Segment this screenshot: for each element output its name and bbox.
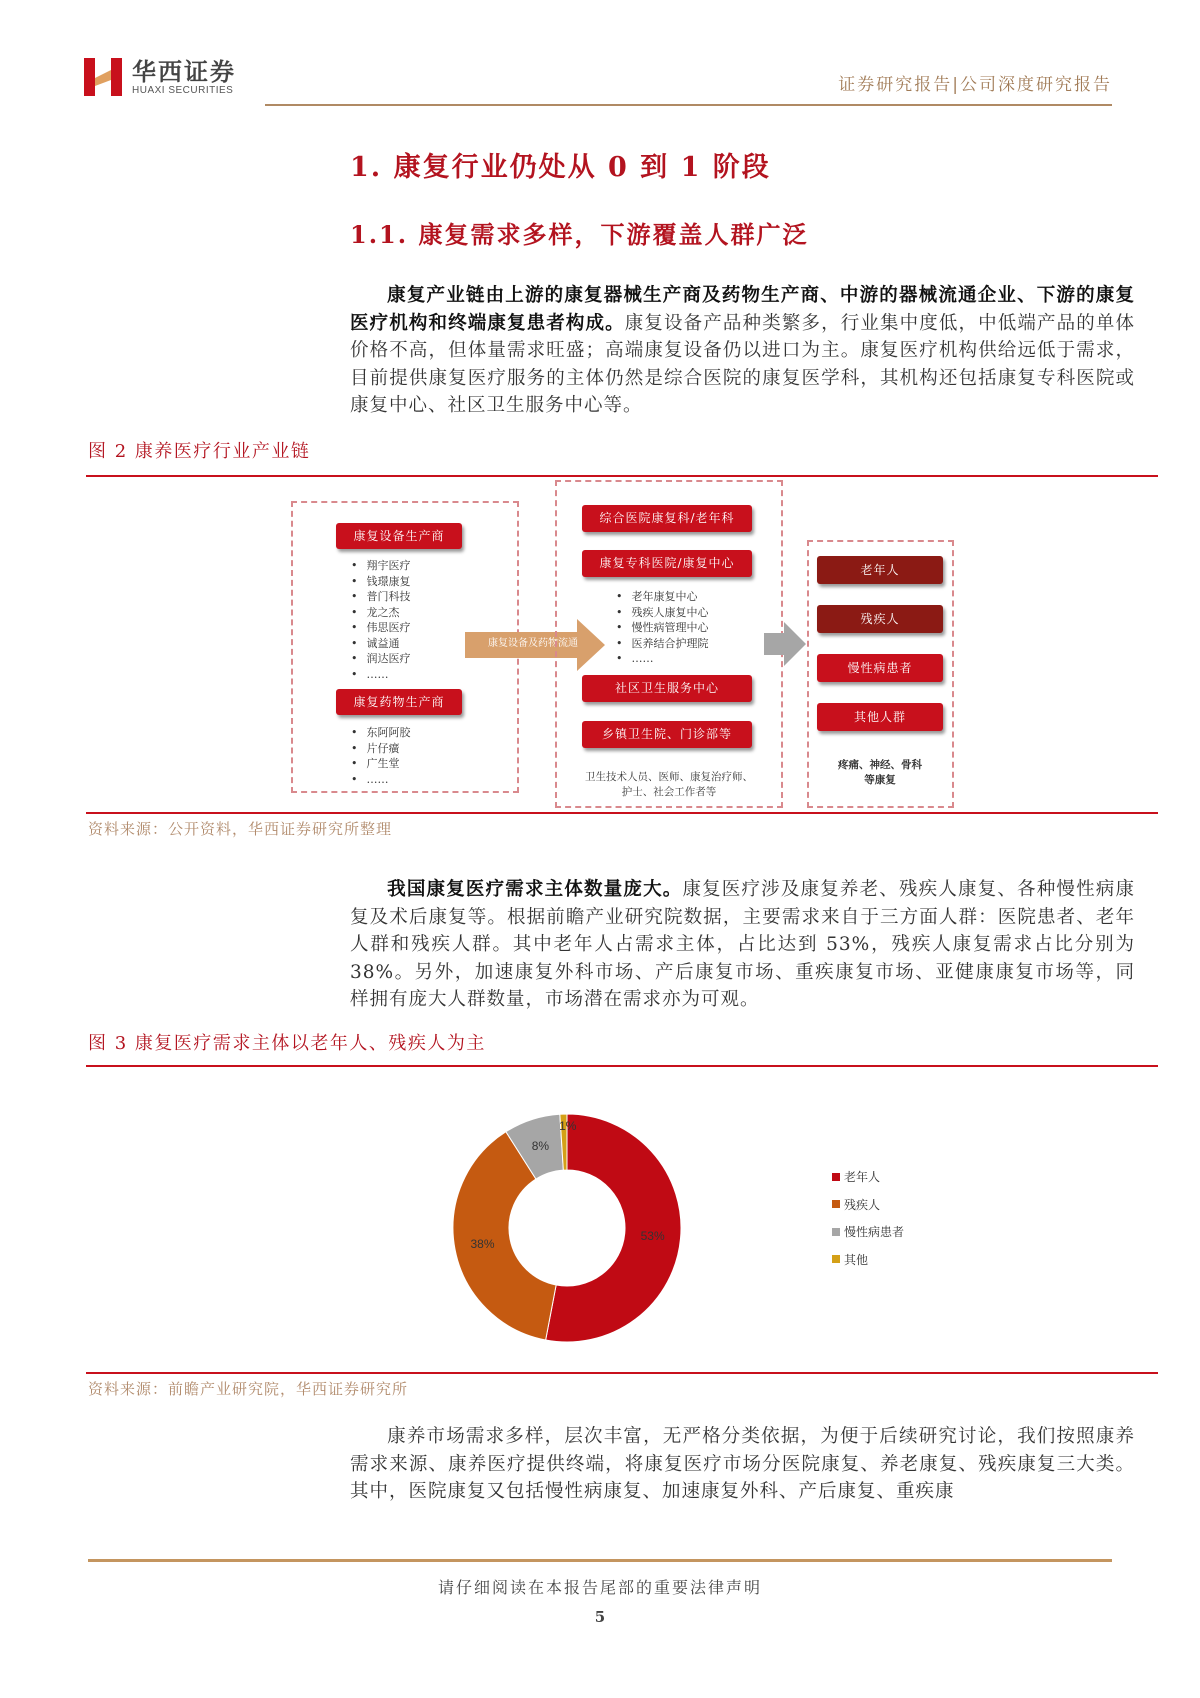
page-number: 5 [594, 1608, 606, 1626]
figure-3-bottom-rule [86, 1372, 1158, 1374]
list-item: • 东阿阿胶 [351, 725, 411, 741]
paragraph-lead: 我国康复医疗需求主体数量庞大。 [387, 879, 683, 900]
list-item: • 龙之杰 [351, 605, 411, 621]
legend-label: 其他 [844, 1252, 869, 1267]
list-item: • 广生堂 [351, 756, 411, 772]
list-item: • 伟思医疗 [351, 620, 411, 636]
list-item: • 残疾人康复中心 [616, 605, 709, 621]
label-chronic: 8% [531, 1139, 550, 1154]
demand-donut-chart [0, 1098, 1200, 1358]
list-item: • …… [616, 651, 709, 667]
list-item: • 润达医疗 [351, 651, 411, 667]
list-item: • 普门科技 [351, 589, 411, 605]
legend-swatch [832, 1255, 840, 1263]
drug-manufacturer-list [351, 725, 411, 787]
paragraph-industry-chain [350, 282, 1135, 420]
list-item: • 老年康复中心 [616, 589, 709, 605]
legend-swatch [832, 1200, 840, 1208]
list-item: • 慢性病管理中心 [616, 620, 709, 636]
township-clinic-label: 乡镇卫生院、门诊部等 [582, 721, 752, 748]
report-type: 证券研究报告|公司深度研究报告 [838, 75, 1112, 95]
device-manufacturers-label: 康复设备生产商 [336, 523, 462, 549]
huaxi-logo-icon [84, 56, 124, 98]
label-disabled: 38% [470, 1237, 495, 1252]
chronic-patients-label: 慢性病患者 [817, 654, 943, 682]
list-item: • 诚益通 [351, 636, 411, 652]
subsection-heading: 1.1. 康复需求多样，下游覆盖人群广泛 [350, 220, 809, 249]
downstream-note-line: 等康复 [864, 774, 896, 786]
figure-3-top-rule [86, 1065, 1158, 1067]
chart-legend [832, 1163, 904, 1273]
drug-manufacturers-label: 康复药物生产商 [336, 689, 462, 715]
disabled-group-label: 残疾人 [817, 605, 943, 633]
legend-item-other [832, 1246, 904, 1274]
staff-note-line: 护士、社会工作者等 [621, 786, 717, 798]
figure-2-title: 图 2 康养医疗行业产业链 [88, 441, 311, 462]
staff-note-line: 卫生技术人员、医师、康复治疗师、 [585, 771, 753, 783]
elderly-group-label: 老年人 [817, 556, 943, 584]
paragraph-body: 康养市场需求多样，层次丰富，无严格分类依据，为便于后续研究讨论，我们按照康养需求来源、康养医疗提供终端，将康复医疗市场分医院康复、养老康复、残疾康复三大类。其中，医院康复又包括慢性病康复、加速康复外科、产后康复、重疾康 [350, 1426, 1135, 1502]
figure-2-source: 资料来源：公开资料，华西证券研究所整理 [88, 820, 393, 838]
header-divider [265, 104, 1112, 106]
figure-3-title: 图 3 康复医疗需求主体以老年人、残疾人为主 [88, 1033, 486, 1054]
specialty-hospital-label: 康复专科医院/康复中心 [582, 550, 752, 577]
staff-note [560, 770, 778, 800]
legal-notice: 请仔细阅读在本报告尾部的重要法律声明 [437, 1578, 762, 1597]
paragraph-body: 康复设备产品种类繁多，行业集中度低，中低端产品的单体价格不高，但体量需求旺盛；高端康复设备仍以进口为主。康复医疗机构供给远低于需求，目前提供康复医疗服务的主体仍然是综合医院的康复医学科，其机构还包括康复专科医院或康复中心、社区卫生服务中心等。 [350, 312, 1135, 416]
device-manufacturer-list [351, 558, 411, 682]
figure-2-bottom-rule [86, 812, 1158, 814]
legend-item-elderly [832, 1163, 904, 1191]
label-elderly: 53% [640, 1229, 665, 1244]
legend-item-disabled [832, 1191, 904, 1219]
general-hospital-label: 综合医院康复科/老年科 [582, 505, 752, 532]
legend-swatch [832, 1173, 840, 1181]
list-item: • 翔宇医疗 [351, 558, 411, 574]
community-center-label: 社区卫生服务中心 [582, 675, 752, 702]
label-other: 1% [559, 1119, 577, 1134]
paragraph-body: 康复医疗涉及康复养老、残疾人康复、各种慢性病康复及术后康复等。根据前瞻产业研究院数据，主要需求来自于三方面人群：医院患者、老年人群和残疾人群。其中老年人占需求主体，占比达到 53%，残疾人康复需求占比分别为 38%。另外，加速康复外科市场、产后康复市场、重疾康复市场、亚健康康复市场等，同样拥有庞大人群数量，市场潜在需求亦为可观。 [350, 879, 1135, 1010]
company-logo [84, 56, 236, 98]
list-item: • …… [351, 772, 411, 788]
legend-label: 慢性病患者 [844, 1225, 905, 1240]
downstream-arrow-icon [764, 622, 806, 666]
rehab-center-list [616, 589, 709, 667]
downstream-note-line: 疼痛、神经、骨科 [838, 759, 922, 771]
section-heading: 1. 康复行业仍处从 0 到 1 阶段 [350, 152, 771, 183]
other-groups-label: 其他人群 [817, 703, 943, 731]
downstream-note [812, 758, 948, 788]
legend-item-chronic [832, 1218, 904, 1246]
figure-3-source: 资料来源：前瞻产业研究院，华西证券研究所 [88, 1380, 409, 1398]
list-item: • …… [351, 667, 411, 683]
legend-label: 残疾人 [844, 1197, 881, 1212]
legend-label: 老年人 [844, 1170, 881, 1185]
paragraph-demand [350, 876, 1135, 1014]
distribution-arrow-label: 康复设备及药物流通 [488, 638, 578, 649]
logo-chinese-name: 华西证券 [132, 57, 236, 86]
logo-english-name: HUAXI SECURITIES [132, 84, 234, 96]
paragraph-market-classification [350, 1423, 1135, 1506]
list-item: • 钱璟康复 [351, 574, 411, 590]
list-item: • 片仔癀 [351, 741, 411, 757]
list-item: • 医养结合护理院 [616, 636, 709, 652]
legend-swatch [832, 1228, 840, 1236]
paragraph-lead: 康复产业链由上游的康复器械生产商及药物生产商、中游的器械流通企业、下游的康复医疗机构和终端康复患者构成。 [350, 285, 1135, 334]
figure-2-top-rule [86, 475, 1158, 477]
footer-divider [88, 1559, 1112, 1562]
